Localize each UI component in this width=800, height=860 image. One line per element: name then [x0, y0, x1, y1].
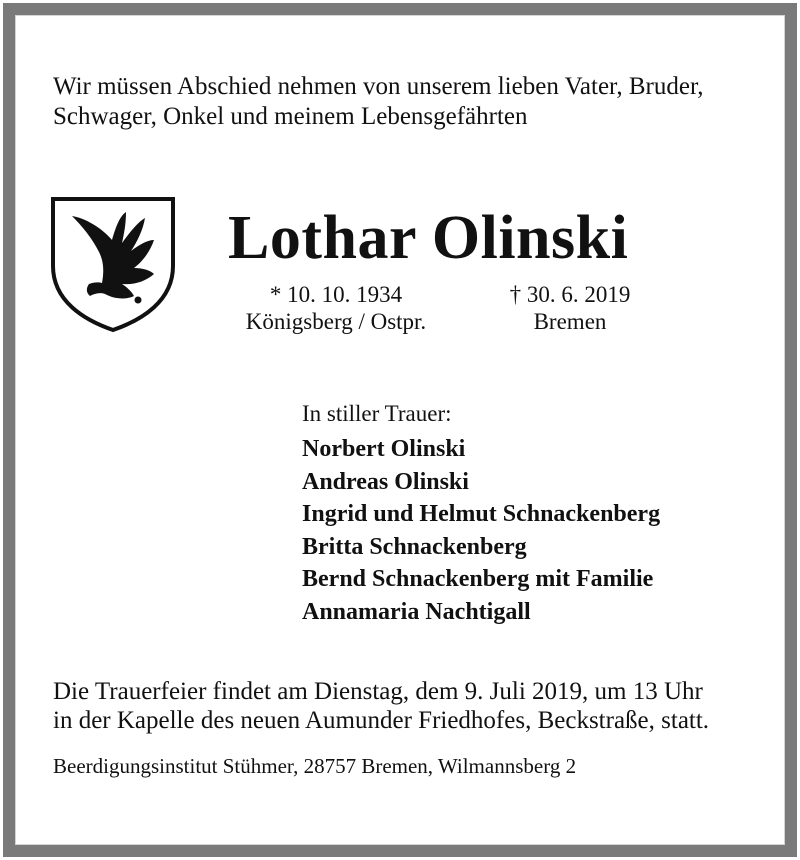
death-date: † 30. 6. 2019: [509, 282, 631, 307]
intro-line-1: Wir müssen Abschied nehmen von unserem lieben Vater, Bruder,: [53, 73, 704, 100]
mourners-list: [302, 433, 660, 628]
death-place: Bremen: [533, 309, 607, 334]
intro-text: [53, 72, 773, 132]
funeral-line-1: Die Trauerfeier findet am Dienstag, dem 9. Juli 2019, um 13 Uhr: [53, 678, 703, 705]
mourner-name: Ingrid und Helmut Schnackenberg: [302, 501, 661, 527]
deceased-name: Lothar Olinski: [228, 204, 629, 272]
birth-date: * 10. 10. 1934: [269, 282, 403, 307]
elk-antler-coat-of-arms-icon: [50, 196, 176, 333]
funeral-notice: [53, 677, 709, 735]
mourner-name: Britta Schnackenberg: [302, 533, 527, 560]
undertaker-info: Beerdigungsinstitut Stühmer, 28757 Bremen, Wilmannsberg 2: [53, 754, 577, 778]
mourning-heading: In stiller Trauer:: [302, 401, 452, 426]
mourner-name: Norbert Olinski: [302, 436, 466, 462]
death-info: [470, 281, 670, 335]
mourner-name: Andreas Olinski: [302, 468, 469, 495]
funeral-line-2: in der Kapelle des neuen Aumunder Friedhofes, Beckstraße, statt.: [53, 707, 710, 734]
mourner-name: Bernd Schnackenberg mit Familie: [302, 566, 654, 592]
birth-place: Königsberg / Ostpr.: [245, 309, 427, 334]
mourner-name: Annamaria Nachtigall: [302, 598, 531, 625]
intro-line-2: Schwager, Onkel und meinem Lebensgefährten: [53, 103, 528, 130]
birth-info: [222, 281, 450, 335]
